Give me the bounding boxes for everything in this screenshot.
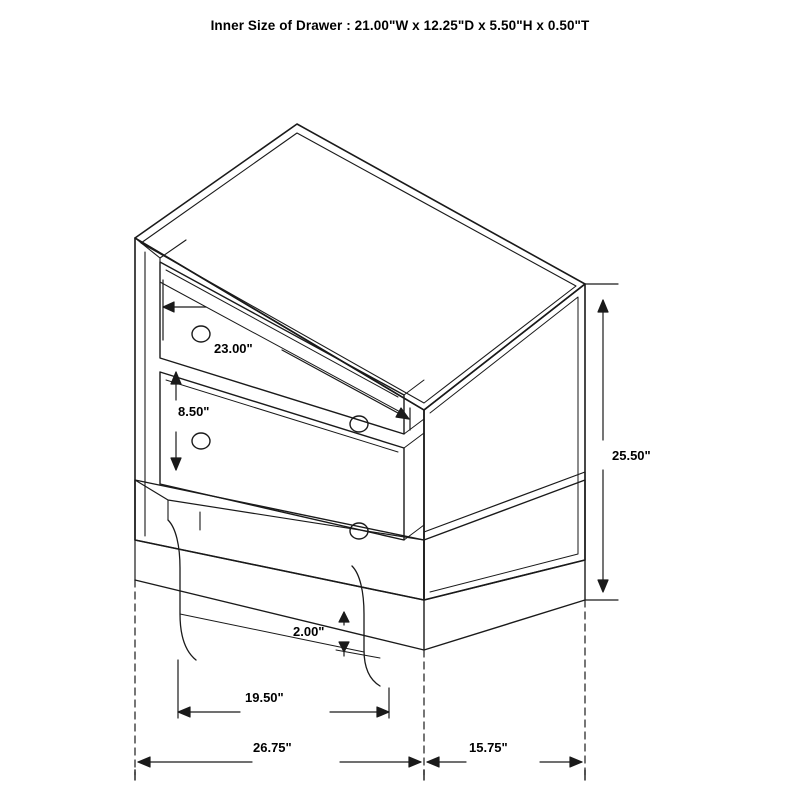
label-front-width: 26.75" [253,740,292,755]
label-drawer-width: 23.00" [214,341,253,356]
base-scallop [168,520,380,686]
upper-drawer-pull-left [192,326,210,342]
label-side-depth: 15.75" [469,740,508,755]
dimension-total-height [585,284,618,600]
dimension-baseline-ticks [135,770,585,780]
lower-drawer-pull-left [192,433,210,449]
label-inner-width: 19.50" [245,690,284,705]
label-total-height: 25.50" [612,448,651,463]
dimension-side-depth-arrows [427,757,582,767]
dimension-drawer-height [171,372,181,470]
label-drawer-height: 8.50" [178,404,210,419]
cabinet-side-face [424,284,585,600]
upper-drawer-pull-right [350,416,368,432]
cabinet-base [135,472,585,650]
dimension-inner-width [178,660,389,718]
cabinet-top [135,124,585,410]
page-title: Inner Size of Drawer : 21.00"W x 12.25"D x 5.50"H x 0.50"T [210,18,590,33]
label-leg-clearance: 2.00" [293,624,325,639]
dimension-front-width-arrows [138,757,421,767]
